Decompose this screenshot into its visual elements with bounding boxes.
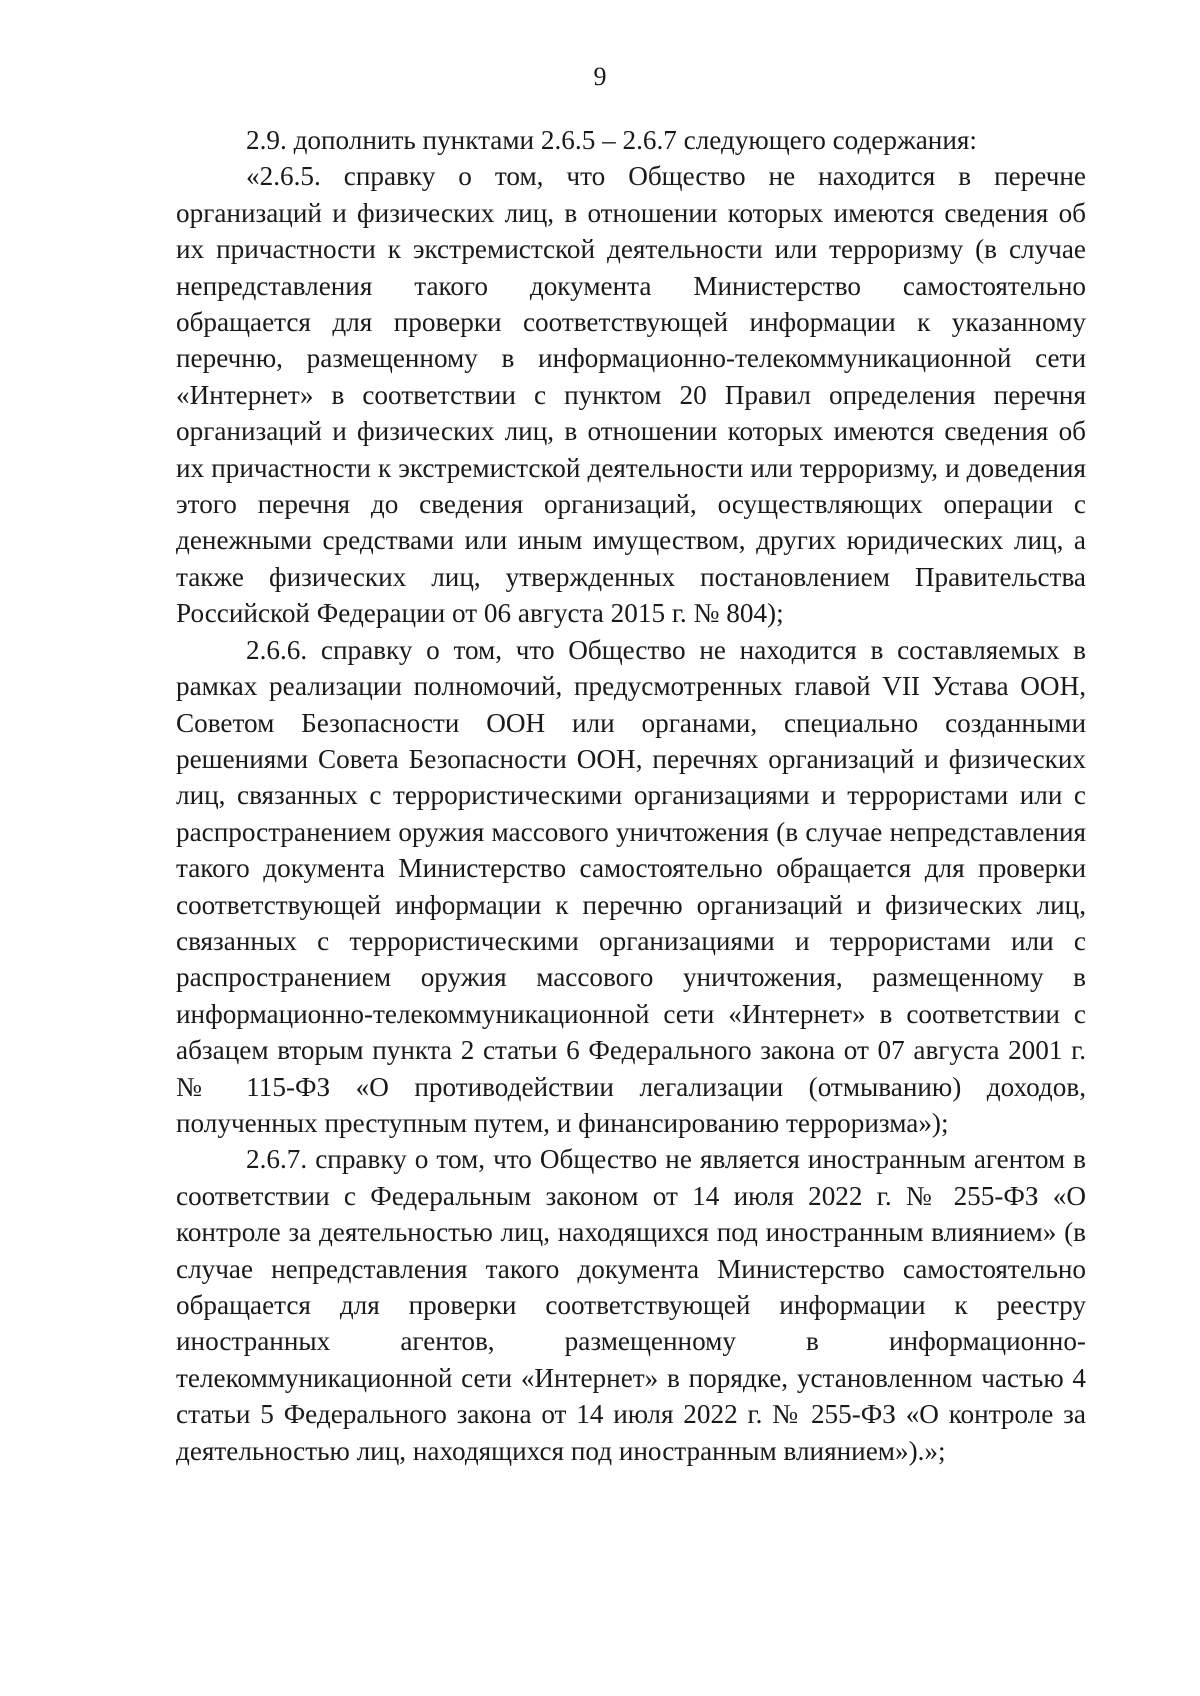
page-number: 9 bbox=[593, 62, 607, 91]
paragraph-2-6-5: «2.6.5. справку о том, что Общество не находится в перечне организаций и физических лиц, в отношении которых имеются сведения об их причастности к экстремистской деятельности или терроризму (в случае непредставления такого документа Министерство самостоятельно обращается для проверки соответствующей информации к указанному перечню, размещенному в информационно-телекоммуникационной сети «Интернет» в соответствии с пунктом 20 Правил определения перечня организаций и физических лиц, в отношении которых имеются сведения об их причастности к экстремистской деятельности или терроризму, и доведения этого перечня до сведения организаций, осуществляющих операции с денежными средствами или иным имуществом, других юридических лиц, а также физических лиц, утвержденных постановлением Правительства Российской Федерации от 06 августа 2015 г. № 804); bbox=[176, 161, 1086, 629]
paragraph-2-6-6: 2.6.6. справку о том, что Общество не находится в составляемых в рамках реализации полномочий, предусмотренных главой VII Устава ООН, Советом Безопасности ООН или органами, специально созданными решениями Совета Безопасности ООН, перечнях организаций и физических лиц, связанных с террористическими организациями и террористами или с распространением оружия массового уничтожения (в случае непредставления такого документа Министерство самостоятельно обращается для проверки соответствующей информации к перечню организаций и физических лиц, связанных с террористическими организациями и террористами или с распространением оружия массового уничтожения, размещенному в информационно-телекоммуникационной сети «Интернет» в соответствии с абзацем вторым пункта 2 статьи 6 Федерального закона от 07 августа 2001 г. № 115-ФЗ «О противодействии легализации (отмыванию) доходов, полученных преступным путем, и финансированию терроризма»); bbox=[176, 634, 1086, 1138]
paragraph-intro: 2.9. дополнить пунктами 2.6.5 – 2.6.7 следующего содержания: bbox=[246, 125, 977, 155]
document-body bbox=[176, 122, 1086, 1469]
paragraph-2-6-7: 2.6.7. справку о том, что Общество не является иностранным агентом в соответствии с Федеральным законом от 14 июля 2022 г. № 255-ФЗ «О контроле за деятельностью лиц, находящихся под иностранным влиянием» (в случае непредставления такого документа Министерство самостоятельно обращается для проверки соответствующей информации к реестру иностранных агентов, размещенному в информационно-телекоммуникационной сети «Интернет» в порядке, установленном частью 4 статьи 5 Федерального закона от 14 июля 2022 г. № 255-ФЗ «О контроле за деятельностью лиц, находящихся под иностранным влиянием»).»; bbox=[176, 1144, 1086, 1466]
